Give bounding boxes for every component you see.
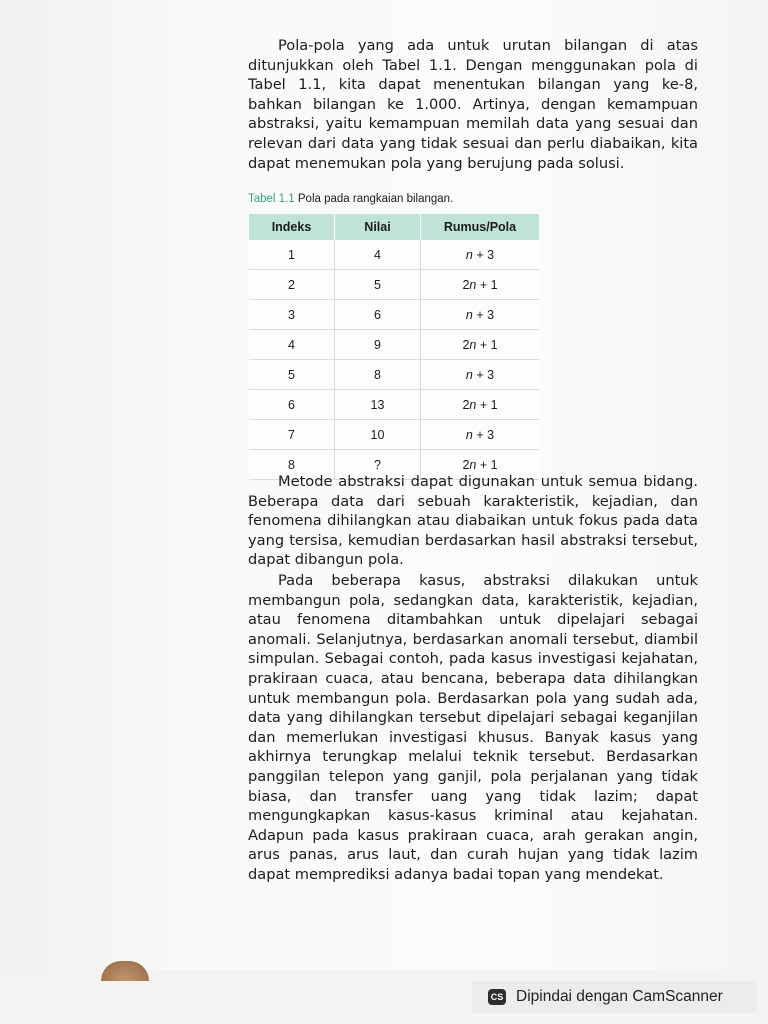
cell-indeks: 3 <box>249 300 335 330</box>
formula-variable: n <box>469 277 477 292</box>
cell-nilai: ? <box>335 450 421 480</box>
paragraph-anomaly-cases: Pada beberapa kasus, abstraksi dilakukan untuk membangun pola, sedangkan data, karakteristik, kejadian, atau fenomena ditambahkan untuk dipelajari sebagai anomali. Selanjutnya, berdasarkan anomali tersebut, diambil simpulan. Sebagai contoh, pada kasus investigasi kejahatan, prakiraan cuaca, atau bencana, beberapa data dihilangkan untuk membangun pola. Berdasarkan pola yang sudah ada, data yang dihilangkan tersebut dipelajari sebagai keganjilan dan memerlukan investigasi khusus. Banyak kasus yang akhirnya terungkap melalui teknik tersebut. Berdasarkan panggilan telepon yang ganjil, pola perjalanan yang tidak biasa, dan transfer uang yang tidak lazim; dapat mengungkapkan kasus-kasus kriminal atau kejahatan. Adapun pada kasus prakiraan cuaca, arah gerakan angin, arus panas, arus laut, dan curah hujan yang tidak lazim dapat memprediksi adanya badai topan yang mendekat. <box>248 572 698 883</box>
paragraph-abstraction-method: Metode abstraksi dapat digunakan untuk semua bidang. Beberapa data dari sebuah karakteristik, kejadian, dan fenomena dihilangkan atau diabaikan untuk fokus pada data yang tersisa, kemudian berdasarkan hasil abstraksi tersebut, dapat dibangun pola. <box>248 473 698 569</box>
formula-variable: n <box>469 337 477 352</box>
formula-variable: n <box>465 367 473 382</box>
table-row <box>249 300 539 330</box>
table-row <box>249 240 539 270</box>
cell-nilai: 10 <box>335 420 421 450</box>
cell-rumus <box>421 240 540 270</box>
table-row <box>249 330 539 360</box>
formula-coefficient: 2 <box>462 457 470 472</box>
formula-rest: + 1 <box>476 277 498 292</box>
cell-nilai: 6 <box>335 300 421 330</box>
cell-rumus <box>421 420 540 450</box>
cell-rumus <box>421 390 540 420</box>
cell-indeks: 4 <box>249 330 335 360</box>
table-header-row <box>249 214 539 240</box>
camscanner-icon: CS <box>488 989 506 1005</box>
header-rumus-pola: Rumus/Pola <box>421 214 540 240</box>
formula-variable: n <box>469 457 477 472</box>
formula-rest: + 1 <box>476 397 498 412</box>
paragraph-intro: Pola-pola yang ada untuk urutan bilangan di atas ditunjukkan oleh Tabel 1.1. Dengan menggunakan pola di Tabel 1.1, kita dapat menentukan bilangan yang ke-8, bahkan bilangan ke 1.000. Artinya, dengan kemampuan abstraksi, yaitu kemampuan memilah data yang sesuai dan relevan dari data yang tidak sesuai dan perlu diabaikan, kita dapat menemukan pola yang berujung pada solusi. <box>248 37 698 172</box>
table-row <box>249 420 539 450</box>
formula-coefficient: 2 <box>462 277 470 292</box>
formula-rest: + 3 <box>472 367 495 382</box>
cell-nilai: 4 <box>335 240 421 270</box>
cell-rumus <box>421 300 540 330</box>
formula-rest: + 3 <box>472 427 495 442</box>
formula-variable: n <box>469 397 477 412</box>
table-row <box>249 270 539 300</box>
table-caption-text: Pola pada rangkaian bilangan. <box>297 193 454 205</box>
cell-nilai: 13 <box>335 390 421 420</box>
cell-nilai: 5 <box>335 270 421 300</box>
cell-indeks: 1 <box>249 240 335 270</box>
cell-indeks: 6 <box>249 390 335 420</box>
cell-indeks: 5 <box>249 360 335 390</box>
camscanner-watermark <box>472 981 757 1013</box>
formula-rest: + 3 <box>472 247 495 262</box>
cell-indeks: 2 <box>249 270 335 300</box>
header-nilai: Nilai <box>335 214 421 240</box>
cell-indeks: 7 <box>249 420 335 450</box>
table-row <box>249 390 539 420</box>
cell-nilai: 8 <box>335 360 421 390</box>
formula-variable: n <box>465 307 473 322</box>
pattern-table <box>249 214 539 480</box>
cell-rumus <box>421 270 540 300</box>
table-caption <box>248 193 453 205</box>
formula-rest: + 1 <box>476 457 498 472</box>
formula-rest: + 3 <box>472 307 495 322</box>
cell-rumus <box>421 330 540 360</box>
formula-variable: n <box>465 427 473 442</box>
header-indeks: Indeks <box>249 214 335 240</box>
watermark-text: Dipindai dengan CamScanner <box>516 988 723 1005</box>
cell-indeks: 8 <box>249 450 335 480</box>
table-row <box>249 360 539 390</box>
formula-coefficient: 2 <box>462 337 470 352</box>
formula-rest: + 1 <box>476 337 498 352</box>
formula-variable: n <box>465 247 473 262</box>
cell-nilai: 9 <box>335 330 421 360</box>
cell-rumus <box>421 360 540 390</box>
table-caption-label: Tabel 1.1 <box>248 193 295 205</box>
formula-coefficient: 2 <box>462 397 470 412</box>
